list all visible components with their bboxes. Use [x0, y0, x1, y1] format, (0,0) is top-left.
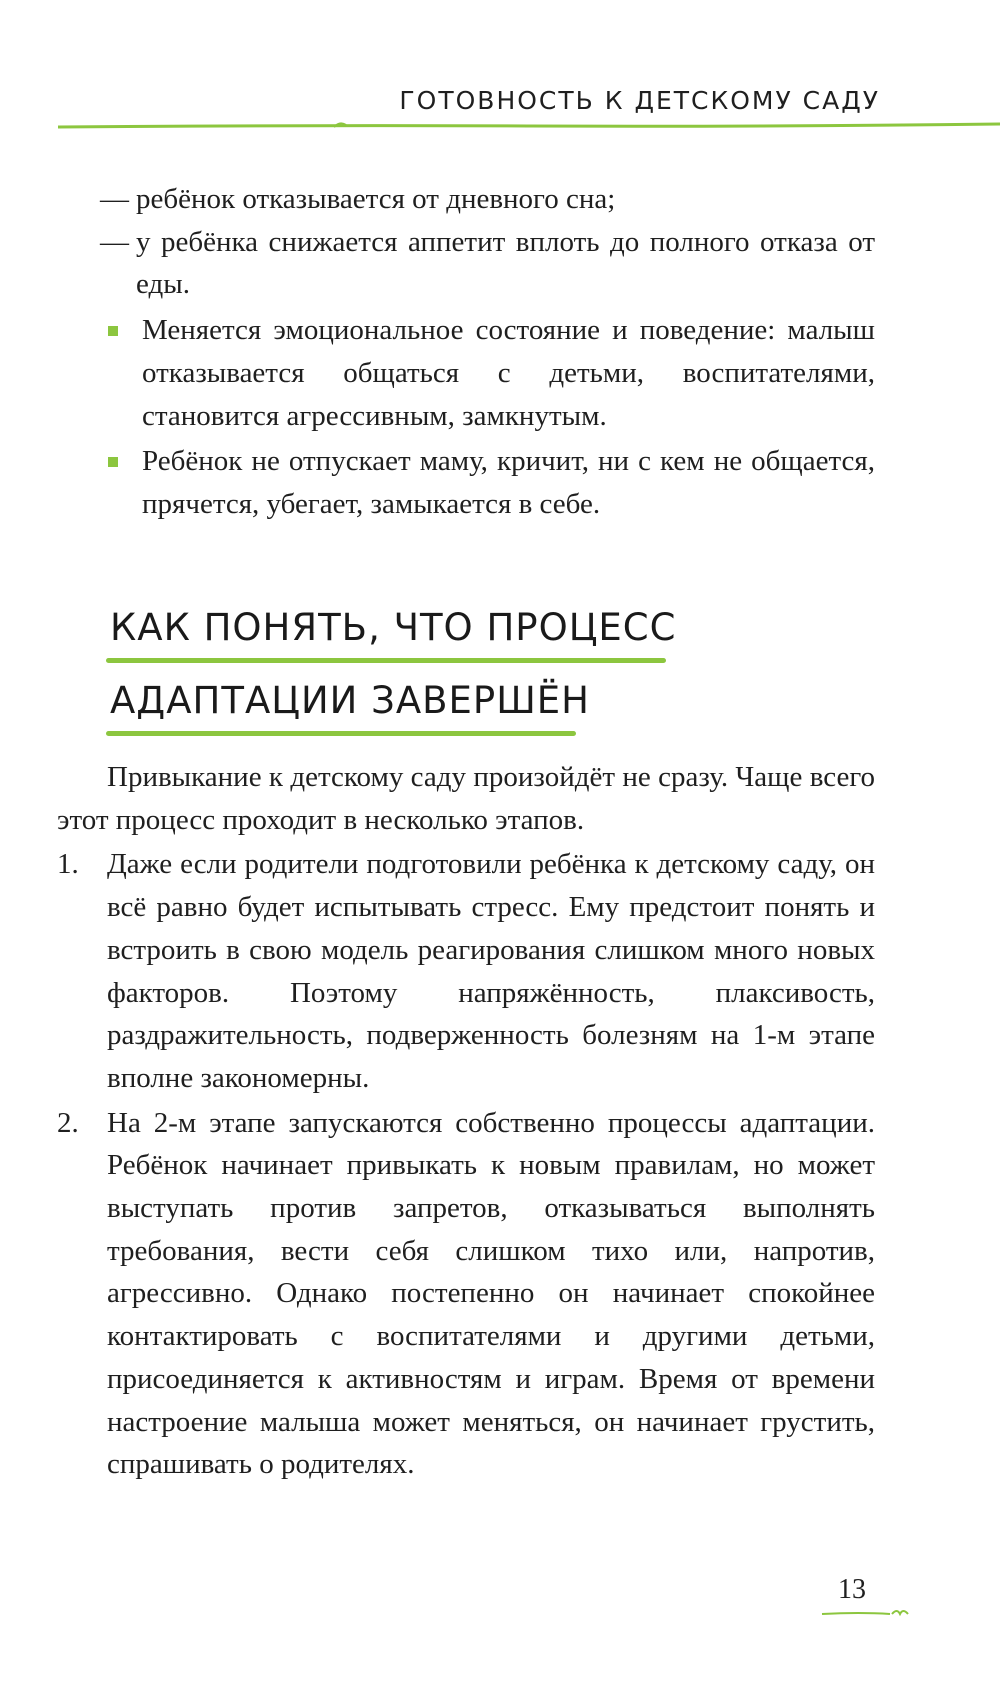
- list-item: [100, 178, 875, 221]
- list-item-text: Ребёнок не отпускает маму, кричит, ни с кем не общается, прячется, убегает, замыкается в себе.: [142, 445, 875, 520]
- numbered-item: [57, 843, 875, 1099]
- heading-underline: [106, 731, 576, 736]
- item-text: На 2-м этапе запускаются собственно процессы адаптации. Ребёнок начинает привыкать к новым правилам, но может выступать против запретов, отказываться выполнять требования, вести себя слишком тихо или, напротив, агрессивно. Однако постепенно он начинает спокойнее контактировать с воспитателями и другими детьми, присоединяется к активностям и играм. Время от времени настроение малыша может меняться, он начинает грустить, спрашивать о родителях.: [107, 1106, 875, 1481]
- section-heading: [110, 606, 750, 752]
- bullet-section: [100, 178, 875, 526]
- body-text: [57, 756, 875, 1486]
- intro-paragraph: Привыкание к детскому саду произойдёт не сразу. Чаще всего этот процесс проходит в несколько этапов.: [57, 761, 875, 836]
- running-head: ГОТОВНОСТЬ К ДЕТСКОМУ САДУ: [399, 86, 880, 115]
- list-item: [100, 440, 875, 525]
- list-item: [100, 221, 875, 306]
- item-text: Даже если родители подготовили ребёнка к детскому саду, он всё равно будет испытывать стресс. Ему предстоит понять и встроить в свою модель реагирования слишком много новых факторов. Поэтому напряжённость, плаксивость, раздражительность, подверженность болезням на 1-м этапе вполне закономерны.: [107, 848, 875, 1094]
- list-item-text: у ребёнка снижается аппетит вплоть до полного отказа от еды.: [136, 225, 875, 301]
- dash-marker: —: [100, 183, 129, 215]
- dash-marker: —: [100, 225, 129, 258]
- page-number: 13: [838, 1574, 866, 1605]
- item-number: 1.: [57, 848, 79, 881]
- heading-underline: [106, 658, 666, 663]
- item-number: 2.: [57, 1106, 79, 1139]
- list-item-text: ребёнок отказывается от дневного сна;: [136, 183, 616, 215]
- page-flourish-icon: [820, 1600, 920, 1620]
- heading-line-1: КАК ПОНЯТЬ, ЧТО ПРОЦЕСС: [110, 606, 677, 649]
- numbered-item: [57, 1102, 875, 1486]
- square-bullet-icon: [108, 457, 118, 467]
- list-item-text: Меняется эмоциональное состояние и поведение: малыш отказывается общаться с детьми, воспитателями, становится агрессивным, замкнутым.: [142, 314, 875, 432]
- heading-line-2: АДАПТАЦИИ ЗАВЕРШЁН: [110, 679, 590, 722]
- header-rule: [58, 120, 1000, 132]
- list-item: [100, 309, 875, 437]
- square-bullet-icon: [108, 326, 118, 336]
